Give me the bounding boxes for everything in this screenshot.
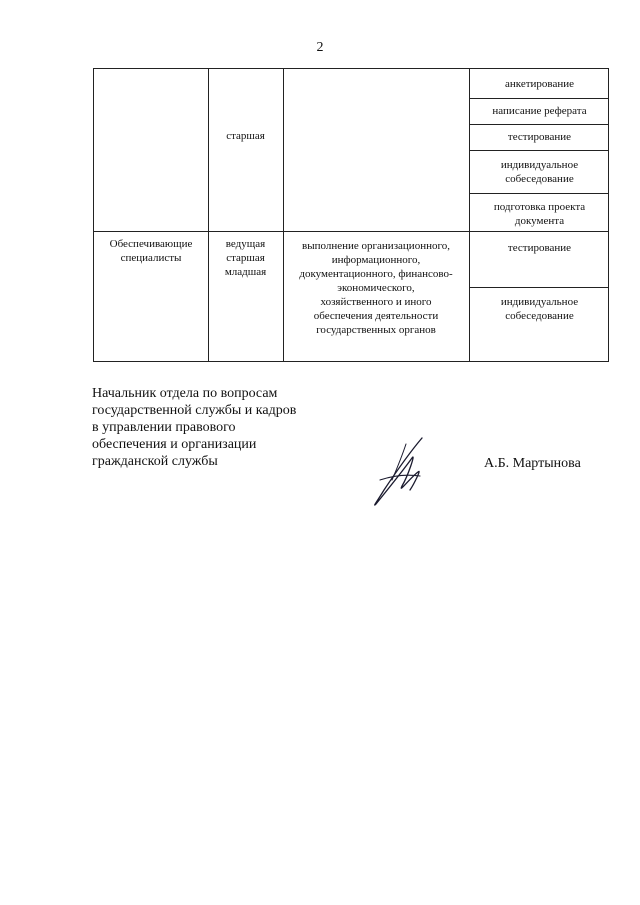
row-divider xyxy=(469,124,608,125)
methods-table xyxy=(93,68,609,362)
row-divider xyxy=(469,287,608,288)
assessment-method-cell xyxy=(469,130,610,144)
function-line: хозяйственного и иного xyxy=(320,296,432,308)
assessment-method-cell xyxy=(469,104,610,118)
position-line: гражданской службы xyxy=(92,454,218,469)
position-line: государственной службы и кадров xyxy=(92,403,297,418)
method-line: собеседование xyxy=(505,310,574,322)
row-divider xyxy=(94,231,608,232)
handwritten-signature xyxy=(362,432,432,512)
page-number: 2 xyxy=(316,40,324,55)
method-line: написание реферата xyxy=(492,105,587,117)
function-line: документационного, финансово- xyxy=(299,268,453,280)
method-line: индивидуальное xyxy=(500,159,579,171)
method-line: тестирование xyxy=(507,242,572,254)
position-line: обеспечения и организации xyxy=(92,437,257,452)
signer-name: А.Б. Мартынова xyxy=(484,456,581,471)
method-line: подготовка проекта xyxy=(493,201,586,213)
method-line: тестирование xyxy=(507,131,572,143)
row-divider xyxy=(469,98,608,99)
function-line: выполнение организационного, xyxy=(302,240,450,252)
function-line: государственных органов xyxy=(316,324,436,336)
assessment-method-cell xyxy=(469,158,610,186)
group-line: ведущая xyxy=(225,238,266,250)
assessment-method-cell xyxy=(469,295,610,323)
function-line: обеспечения деятельности xyxy=(313,310,439,322)
position-line: в управлении правового xyxy=(92,420,236,435)
group-level-cell: старшая xyxy=(226,130,265,142)
method-line: анкетирование xyxy=(504,78,574,90)
assessment-method-cell xyxy=(469,241,610,255)
row-divider xyxy=(469,150,608,151)
position-group-cell xyxy=(208,237,283,279)
column-divider xyxy=(208,69,209,361)
position-line: Начальник отдела по вопросам xyxy=(92,386,278,401)
function-description-cell xyxy=(283,239,469,337)
function-line: экономического, xyxy=(337,282,415,294)
assessment-method-cell xyxy=(469,200,610,228)
row-divider xyxy=(469,193,608,194)
group-line: старшая xyxy=(226,252,265,264)
group-line: младшая xyxy=(224,266,267,278)
employee-category-cell: Обеспечивающие специалисты xyxy=(109,238,193,264)
signatory-position xyxy=(92,385,296,470)
method-line: документа xyxy=(514,215,565,227)
assessment-method-cell xyxy=(469,77,610,91)
function-line: информационного, xyxy=(331,254,421,266)
method-line: собеседование xyxy=(505,173,574,185)
method-line: индивидуальное xyxy=(500,296,579,308)
